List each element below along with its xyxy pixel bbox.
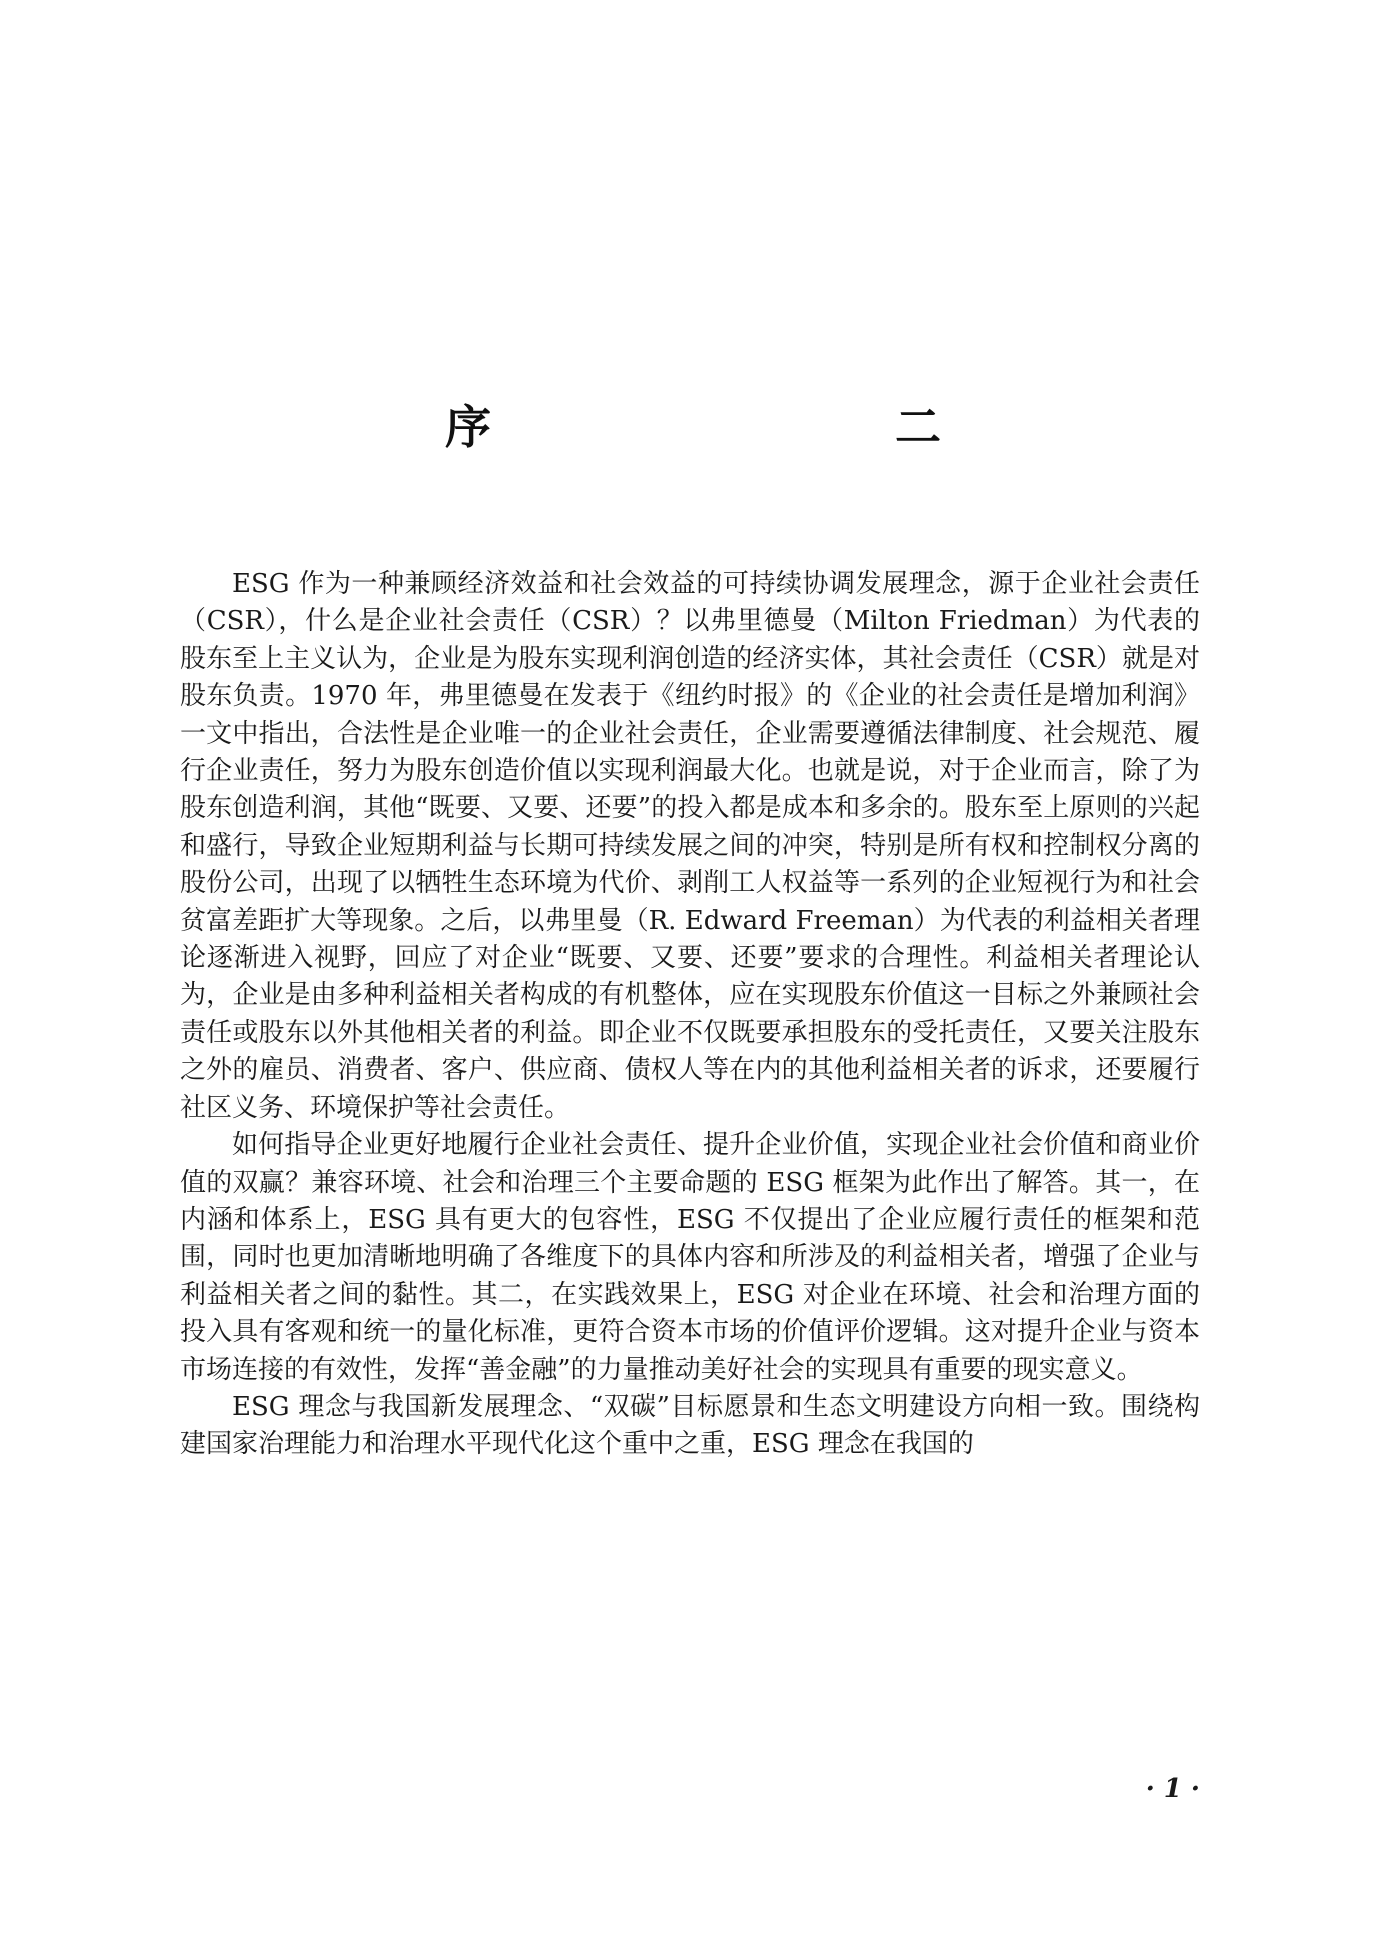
page-number: · 1 ·: [1145, 1774, 1200, 1804]
paragraph: ESG 理念与我国新发展理念、“双碳”目标愿景和生态文明建设方向相一致。围绕构建国家治理能力和治理水平现代化这个重中之重，ESG 理念在我国的: [180, 1391, 1200, 1460]
paragraph: 如何指导企业更好地履行企业社会责任、提升企业价值，实现企业社会价值和商业价值的双赢？兼容环境、社会和治理三个主要命题的 ESG 框架为此作出了解答。其一，在内涵和体系上，ESG 具有更大的包容性，ESG 不仅提出了企业应履行责任的框架和范围，同时也更加清晰地明确了各维度下的具体内容和所涉及的利益相关者，增强了企业与利益相关者之间的黏性。其二，在实践效果上，ESG 对企业在环境、社会和治理方面的投入具有客观和统一的量化标准，更符合资本市场的价值评价逻辑。这对提升企业与资本市场连接的有效性，发挥“善金融”的力量推动美好社会的实现具有重要的现实意义。: [180, 1130, 1200, 1385]
paragraph: ESG 作为一种兼顾经济效益和社会效益的可持续协调发展理念，源于企业社会责任（CSR），什么是企业社会责任（CSR）？以弗里德曼（Milton Friedman）为代表的股东至上主义认为，企业是为股东实现利润创造的经济实体，其社会责任（CSR）就是对股东负责。1970 年，弗里德曼在发表于《纽约时报》的《企业的社会责任是增加利润》一文中指出，合法性是企业唯一的企业社会责任，企业需要遵循法律制度、社会规范、履行企业责任，努力为股东创造价值以实现利润最大化。也就是说，对于企业而言，除了为股东创造利润，其他“既要、又要、还要”的投入都是成本和多余的。股东至上原则的兴起和盛行，导致企业短期利益与长期可持续发展之间的冲突，特别是所有权和控制权分离的股份公司，出现了以牺牲生态环境为代价、剥削工人权益等一系列的企业短视行为和社会贫富差距扩大等现象。之后，以弗里曼（R. Edward Freeman）为代表的利益相关者理论逐渐进入视野，回应了对企业“既要、又要、还要”要求的合理性。利益相关者理论认为，企业是由多种利益相关者构成的有机整体，应在实现股东价值这一目标之外兼顾社会责任或股东以外其他相关者的利益。即企业不仅既要承担股东的受托责任，又要关注股东之外的雇员、消费者、客户、供应商、债权人等在内的其他利益相关者的诉求，还要履行社区义务、环境保护等社会责任。: [180, 569, 1200, 1123]
body-text: [180, 566, 1200, 1464]
page-title: 序 二: [445, 399, 1045, 454]
